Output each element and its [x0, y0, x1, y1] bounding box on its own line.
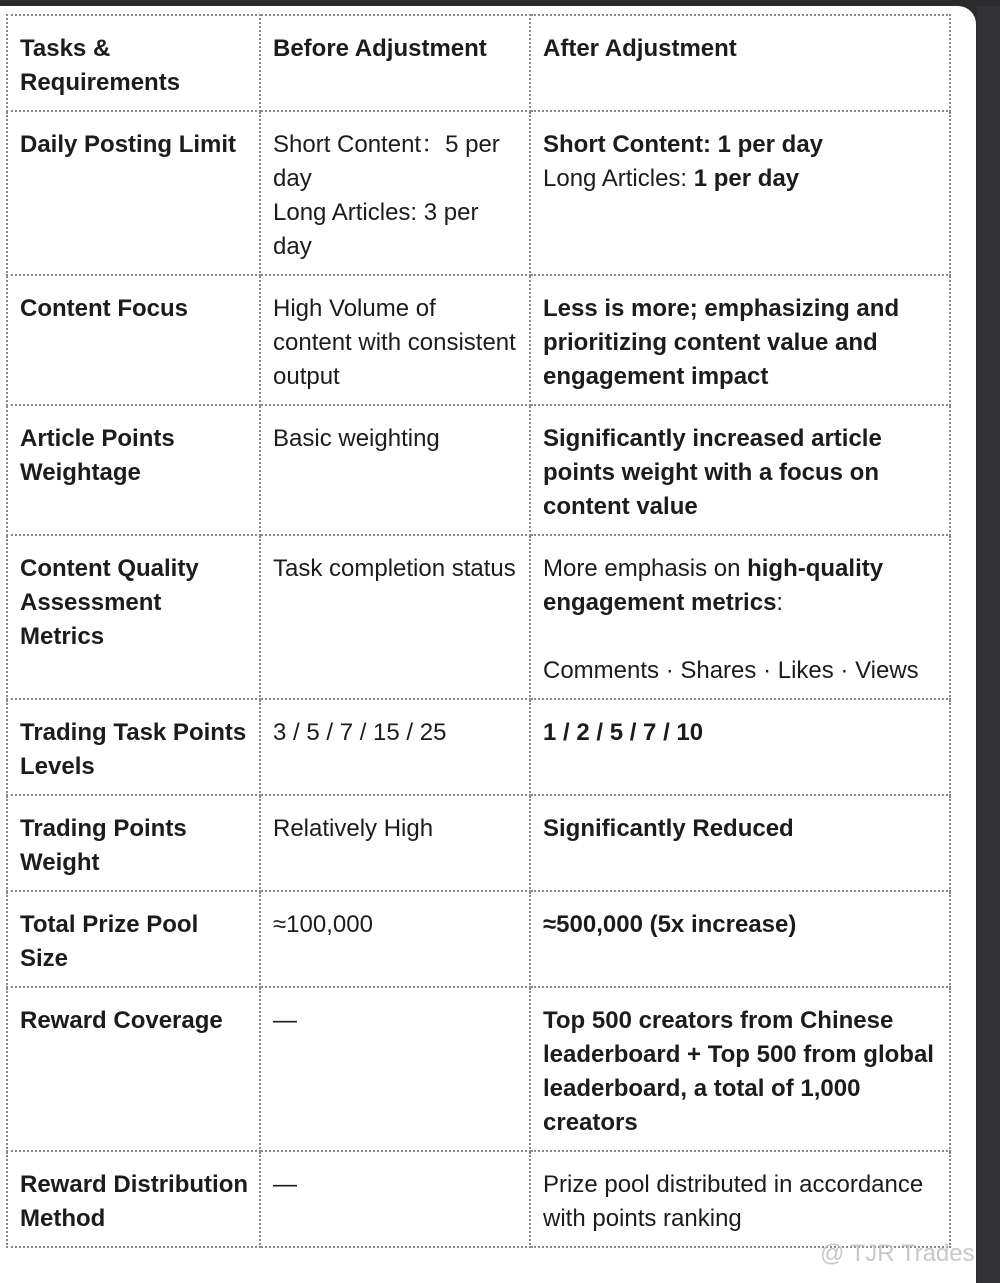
after-cell: Less is more; emphasizing and prioritizing content value and engagement impact — [530, 275, 950, 405]
after-cell: Top 500 creators from Chinese leaderboard + Top 500 from global leaderboard, a total of 1,000 creators — [530, 987, 950, 1151]
table-row — [7, 275, 950, 405]
task-cell: Content Focus — [7, 275, 260, 405]
comparison-table — [6, 14, 951, 1248]
table-row — [7, 405, 950, 535]
table-row — [7, 1151, 950, 1247]
header-before: Before Adjustment — [260, 15, 530, 111]
before-cell: — — [260, 987, 530, 1151]
after-cell: Prize pool distributed in accordance with points ranking — [530, 1151, 950, 1247]
after-text: : — [776, 589, 784, 616]
before-line: Long Articles: 3 per day — [273, 199, 479, 260]
before-cell: — — [260, 1151, 530, 1247]
table-row — [7, 795, 950, 891]
task-cell: Content Quality Assessment Metrics — [7, 535, 260, 699]
task-cell: Reward Distribution Method — [7, 1151, 260, 1247]
after-cell: ≈500,000 (5x increase) — [530, 891, 950, 987]
watermark: @ TJR Trades — [820, 1240, 975, 1267]
before-cell: High Volume of content with consistent output — [260, 275, 530, 405]
after-text: More emphasis on — [543, 555, 748, 582]
after-text: Long Articles: — [543, 165, 694, 192]
before-line: Short Content：5 per day — [273, 131, 500, 192]
after-cell — [530, 535, 950, 699]
table-row — [7, 111, 950, 275]
spacer — [543, 620, 939, 654]
after-cell: Significantly increased article points weight with a focus on content value — [530, 405, 950, 535]
table-row — [7, 535, 950, 699]
table-row — [7, 891, 950, 987]
table-header-row — [7, 15, 950, 111]
after-cell: 1 / 2 / 5 / 7 / 10 — [530, 699, 950, 795]
after-line: Short Content: 1 per day — [543, 131, 824, 158]
before-cell: Basic weighting — [260, 405, 530, 535]
scrollbar-track[interactable] — [977, 6, 1000, 1283]
after-bold-text: 1 per day — [693, 165, 800, 192]
after-cell: Significantly Reduced — [530, 795, 950, 891]
header-tasks: Tasks & Requirements — [7, 15, 260, 111]
table-row — [7, 699, 950, 795]
task-cell: Article Points Weightage — [7, 405, 260, 535]
before-cell: 3 / 5 / 7 / 15 / 25 — [260, 699, 530, 795]
before-cell: Task completion status — [260, 535, 530, 699]
after-line — [543, 552, 939, 620]
after-cell — [530, 111, 950, 275]
task-cell: Total Prize Pool Size — [7, 891, 260, 987]
task-cell: Trading Task Points Levels — [7, 699, 260, 795]
before-cell: Relatively High — [260, 795, 530, 891]
before-cell: ≈100,000 — [260, 891, 530, 987]
header-after: After Adjustment — [530, 15, 950, 111]
after-line — [543, 162, 939, 196]
metrics-list: Comments · Shares · Likes · Views — [543, 657, 919, 684]
document-page — [0, 6, 976, 1283]
table-row — [7, 987, 950, 1151]
task-cell: Daily Posting Limit — [7, 111, 260, 275]
after-bold-text: high-quality engagement metrics — [543, 555, 884, 616]
before-cell — [260, 111, 530, 275]
task-cell: Reward Coverage — [7, 987, 260, 1151]
task-cell: Trading Points Weight — [7, 795, 260, 891]
